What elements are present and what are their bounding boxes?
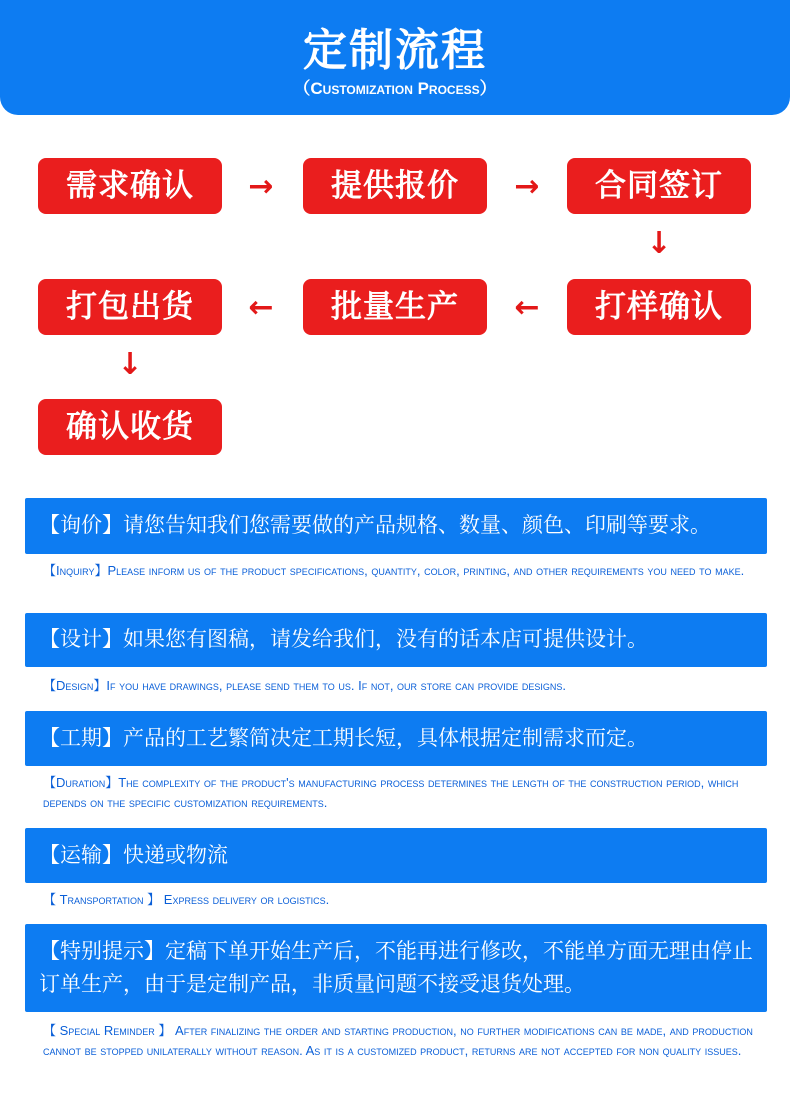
transport-text-en: 【 Transportation 】 Express delivery or logistics.: [43, 892, 330, 907]
arrow-right-icon: →: [248, 169, 274, 204]
inquiry-bar: [25, 498, 767, 554]
page-subtitle: （Customization Process）: [293, 79, 497, 98]
reminder-text-cn: 【特别提示】定稿下单开始生产后，不能再进行修改，不能单方面无理由停止订单生产，由于是定制产品，非质量问题不接受退货处理。: [39, 939, 753, 996]
step-quotation: 提供报价: [303, 158, 487, 214]
arrow-down-icon: ↓: [646, 226, 672, 261]
design-text-cn: 【设计】如果您有图稿，请发给我们，没有的话本店可提供设计。: [39, 627, 648, 651]
header-banner: [0, 0, 790, 115]
duration-bar: [25, 711, 767, 766]
arrow-left-icon: ←: [514, 290, 540, 325]
step-pack-ship: 打包出货: [38, 279, 222, 335]
arrow-down-icon: ↓: [117, 347, 143, 382]
duration-text-cn: 【工期】产品的工艺繁简决定工期长短，具体根据定制需求而定。: [39, 726, 648, 750]
step-mass-production: 批量生产: [303, 279, 487, 335]
inquiry-text-en: 【Inquiry】Please inform us of the product specifications, quantity, color, printing, and other requirements you need to make.: [43, 563, 745, 578]
arrow-right-icon: →: [514, 169, 540, 204]
transport-text-cn: 【运输】快递或物流: [39, 843, 228, 867]
step-receipt-confirm: 确认收货: [38, 399, 222, 455]
arrow-left-icon: ←: [248, 290, 274, 325]
reminder-text-en: 【 Special Reminder 】 After finalizing the order and starting production, no further modifications can be made, and production cannot be stopped unilaterally without reason. As it is a customized product, returns are not accepted for non quality issues.: [43, 1023, 753, 1058]
inquiry-text-cn: 【询价】请您告知我们您需要做的产品规格、数量、颜色、印刷等要求。: [39, 513, 711, 537]
step-sample-confirm: 打样确认: [567, 279, 751, 335]
design-bar: [25, 613, 767, 667]
duration-text-en: 【Duration】The complexity of the product's manufacturing process determines the length of the construction period, which depends on the specific customization requirements.: [43, 775, 739, 810]
step-contract: 合同签订: [567, 158, 751, 214]
page-title: 定制流程: [303, 25, 487, 76]
design-text-en: 【Design】If you have drawings, please send them to us. If not, our store can provide designs.: [43, 678, 566, 693]
transport-bar: [25, 828, 767, 883]
step-demand-confirm: 需求确认: [38, 158, 222, 214]
reminder-bar: [25, 924, 767, 1012]
